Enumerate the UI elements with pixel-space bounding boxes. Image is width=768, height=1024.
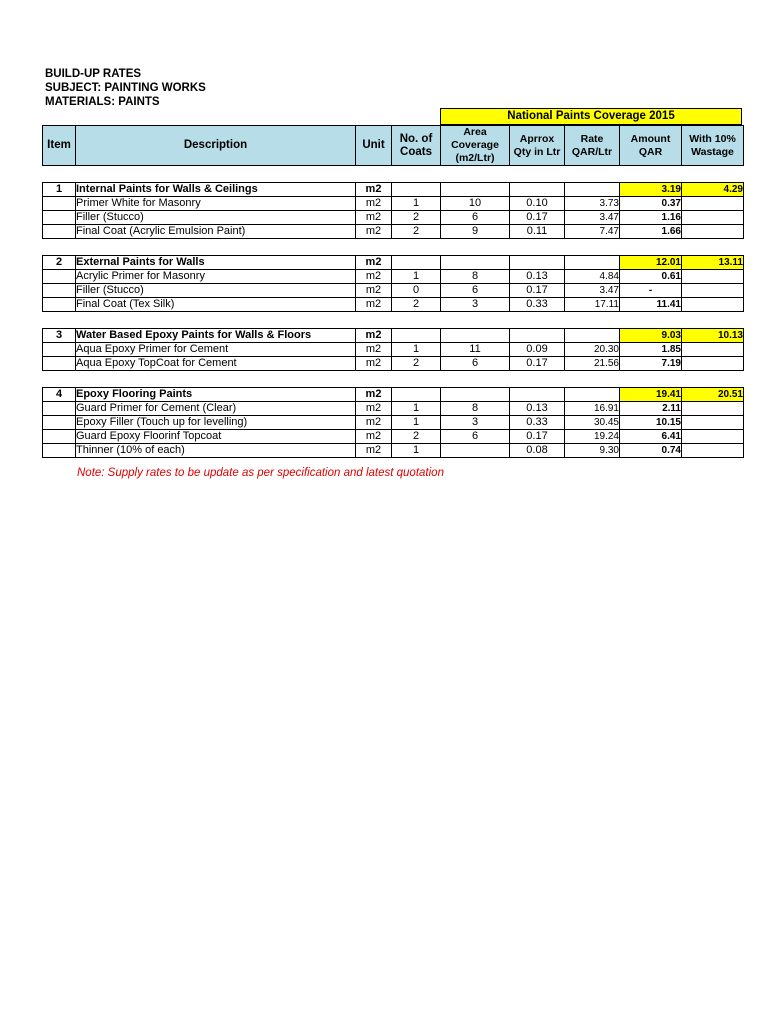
- empty-cell: [43, 343, 76, 357]
- empty-cell: [565, 256, 620, 270]
- col-coverage-line3: (m2/Ltr): [455, 152, 495, 164]
- coverage-banner: National Paints Coverage 2015: [440, 108, 742, 125]
- row-coverage: 8: [441, 402, 510, 416]
- section-row: [43, 256, 744, 270]
- row-amount: 7.19: [620, 357, 682, 371]
- row-wastage: [682, 343, 744, 357]
- row-amount: 0.61: [620, 270, 682, 284]
- row-rate: 16.91: [565, 402, 620, 416]
- empty-cell: [510, 329, 565, 343]
- table-row: [43, 444, 744, 458]
- row-coverage: 3: [441, 416, 510, 430]
- supply-note: Note: Supply rates to be update as per specification and latest quotation: [77, 467, 444, 479]
- row-coats: 0: [392, 284, 441, 298]
- row-description: Guard Epoxy Floorinf Topcoat: [76, 430, 356, 444]
- row-description: Thinner (10% of each): [76, 444, 356, 458]
- empty-cell: [392, 256, 441, 270]
- col-amount: [620, 126, 682, 166]
- section-unit: m2: [356, 329, 392, 343]
- section-unit: m2: [356, 388, 392, 402]
- empty-cell: [392, 183, 441, 197]
- row-coats: 1: [392, 402, 441, 416]
- row-wastage: [682, 444, 744, 458]
- row-coverage: 11: [441, 343, 510, 357]
- row-description: Filler (Stucco): [76, 284, 356, 298]
- empty-cell: [43, 270, 76, 284]
- row-rate: 20.30: [565, 343, 620, 357]
- empty-cell: [43, 430, 76, 444]
- row-wastage: [682, 402, 744, 416]
- section-wastage: 10.13: [682, 329, 744, 343]
- row-amount: 1.66: [620, 225, 682, 239]
- col-coverage-line1: Area: [463, 126, 487, 138]
- table-row: [43, 416, 744, 430]
- col-rate-line2: QAR/Ltr: [571, 145, 613, 158]
- col-unit: Unit: [356, 126, 392, 166]
- row-unit: m2: [356, 284, 392, 298]
- row-qty: 0.11: [510, 225, 565, 239]
- empty-cell: [565, 388, 620, 402]
- row-description: Aqua Epoxy Primer for Cement: [76, 343, 356, 357]
- empty-cell: [441, 256, 510, 270]
- col-amount-line1: Amount: [630, 132, 671, 145]
- section-title: Internal Paints for Walls & Ceilings: [76, 183, 356, 197]
- col-wastage-line1: With 10%: [689, 132, 736, 145]
- row-coverage: 9: [441, 225, 510, 239]
- empty-cell: [43, 357, 76, 371]
- col-wastage-line2: Wastage: [691, 145, 734, 158]
- col-coats-line1: No. of: [399, 132, 433, 145]
- section-unit: m2: [356, 256, 392, 270]
- row-rate: 3.73: [565, 197, 620, 211]
- item-number: 4: [43, 388, 76, 402]
- row-coverage: 6: [441, 211, 510, 225]
- empty-cell: [441, 329, 510, 343]
- section-amount: 12.01: [620, 256, 682, 270]
- row-wastage: [682, 197, 744, 211]
- spacer-cell: [43, 312, 744, 329]
- col-description: Description: [76, 126, 356, 166]
- empty-cell: [43, 225, 76, 239]
- row-wastage: [682, 270, 744, 284]
- row-qty: 0.17: [510, 284, 565, 298]
- col-coats: [392, 126, 441, 166]
- section-wastage: 13.11: [682, 256, 744, 270]
- row-rate: 3.47: [565, 284, 620, 298]
- row-coverage: [441, 444, 510, 458]
- section-amount: 3.19: [620, 183, 682, 197]
- table-row: [43, 197, 744, 211]
- table-row: [43, 270, 744, 284]
- row-qty: 0.09: [510, 343, 565, 357]
- row-description: Guard Primer for Cement (Clear): [76, 402, 356, 416]
- empty-cell: [43, 284, 76, 298]
- row-wastage: [682, 357, 744, 371]
- col-coverage-line2: Coverage: [451, 139, 499, 151]
- spacer-cell: [43, 239, 744, 256]
- row-amount: 2.11: [620, 402, 682, 416]
- header-row: [43, 126, 744, 166]
- row-rate: 21.56: [565, 357, 620, 371]
- section-title: External Paints for Walls: [76, 256, 356, 270]
- col-qty-line1: Aprrox: [519, 132, 555, 145]
- spacer-row: [43, 239, 744, 256]
- row-amount: 1.16: [620, 211, 682, 225]
- doc-title: BUILD-UP RATES: [45, 68, 142, 80]
- row-unit: m2: [356, 211, 392, 225]
- spacer-cell: [43, 371, 744, 388]
- row-description: Final Coat (Tex Silk): [76, 298, 356, 312]
- row-wastage: [682, 298, 744, 312]
- row-description: Primer White for Masonry: [76, 197, 356, 211]
- empty-cell: [392, 388, 441, 402]
- col-coverage: [441, 126, 510, 166]
- table-row: [43, 298, 744, 312]
- row-qty: 0.17: [510, 430, 565, 444]
- row-coats: 1: [392, 343, 441, 357]
- empty-cell: [43, 298, 76, 312]
- row-rate: 30.45: [565, 416, 620, 430]
- row-qty: 0.13: [510, 402, 565, 416]
- row-rate: 9.30: [565, 444, 620, 458]
- row-qty: 0.33: [510, 416, 565, 430]
- col-wastage: [682, 126, 744, 166]
- row-amount: 0.37: [620, 197, 682, 211]
- col-coats-line2: Coats: [400, 145, 432, 158]
- section-wastage: 4.29: [682, 183, 744, 197]
- row-amount: 11.41: [620, 298, 682, 312]
- section-wastage: 20.51: [682, 388, 744, 402]
- doc-materials: MATERIALS: PAINTS: [45, 96, 160, 108]
- row-description: Epoxy Filler (Touch up for levelling): [76, 416, 356, 430]
- row-amount: -: [620, 284, 682, 298]
- row-coverage: 10: [441, 197, 510, 211]
- item-number: 2: [43, 256, 76, 270]
- empty-cell: [392, 329, 441, 343]
- row-unit: m2: [356, 270, 392, 284]
- empty-cell: [510, 183, 565, 197]
- table-row: [43, 430, 744, 444]
- section-amount: 19.41: [620, 388, 682, 402]
- row-coverage: 6: [441, 430, 510, 444]
- row-wastage: [682, 430, 744, 444]
- row-unit: m2: [356, 343, 392, 357]
- section-row: [43, 183, 744, 197]
- empty-cell: [510, 256, 565, 270]
- col-rate: [565, 126, 620, 166]
- table-row: [43, 211, 744, 225]
- row-coverage: 6: [441, 357, 510, 371]
- empty-cell: [43, 416, 76, 430]
- section-amount: 9.03: [620, 329, 682, 343]
- row-qty: 0.13: [510, 270, 565, 284]
- row-coats: 2: [392, 298, 441, 312]
- table-row: [43, 284, 744, 298]
- table-row: [43, 343, 744, 357]
- row-coverage: 6: [441, 284, 510, 298]
- spacer-row: [43, 312, 744, 329]
- row-coats: 1: [392, 197, 441, 211]
- row-amount: 10.15: [620, 416, 682, 430]
- spacer-cell: [43, 166, 744, 183]
- item-number: 3: [43, 329, 76, 343]
- table-row: [43, 357, 744, 371]
- row-unit: m2: [356, 197, 392, 211]
- col-item: Item: [43, 126, 76, 166]
- section-unit: m2: [356, 183, 392, 197]
- empty-cell: [565, 329, 620, 343]
- row-description: Final Coat (Acrylic Emulsion Paint): [76, 225, 356, 239]
- section-row: [43, 329, 744, 343]
- row-amount: 0.74: [620, 444, 682, 458]
- row-wastage: [682, 225, 744, 239]
- row-description: Aqua Epoxy TopCoat for Cement: [76, 357, 356, 371]
- table-row: [43, 225, 744, 239]
- row-coats: 2: [392, 211, 441, 225]
- empty-cell: [441, 388, 510, 402]
- empty-cell: [510, 388, 565, 402]
- row-rate: 7.47: [565, 225, 620, 239]
- col-rate-line1: Rate: [580, 132, 604, 145]
- row-coverage: 8: [441, 270, 510, 284]
- row-unit: m2: [356, 225, 392, 239]
- col-qty: [510, 126, 565, 166]
- spacer-row: [43, 166, 744, 183]
- spacer-row: [43, 371, 744, 388]
- row-amount: 6.41: [620, 430, 682, 444]
- row-unit: m2: [356, 298, 392, 312]
- row-unit: m2: [356, 402, 392, 416]
- row-rate: 19.24: [565, 430, 620, 444]
- row-qty: 0.17: [510, 357, 565, 371]
- row-coats: 2: [392, 357, 441, 371]
- row-amount: 1.85: [620, 343, 682, 357]
- row-rate: 17.11: [565, 298, 620, 312]
- row-coverage: 3: [441, 298, 510, 312]
- row-coats: 2: [392, 430, 441, 444]
- row-unit: m2: [356, 444, 392, 458]
- row-unit: m2: [356, 357, 392, 371]
- row-unit: m2: [356, 430, 392, 444]
- row-coats: 1: [392, 416, 441, 430]
- row-coats: 2: [392, 225, 441, 239]
- empty-cell: [441, 183, 510, 197]
- row-qty: 0.17: [510, 211, 565, 225]
- row-coats: 1: [392, 270, 441, 284]
- empty-cell: [565, 183, 620, 197]
- row-description: Filler (Stucco): [76, 211, 356, 225]
- empty-cell: [43, 402, 76, 416]
- col-amount-line2: QAR: [638, 145, 663, 158]
- row-qty: 0.08: [510, 444, 565, 458]
- row-wastage: [682, 416, 744, 430]
- row-qty: 0.10: [510, 197, 565, 211]
- section-row: [43, 388, 744, 402]
- col-qty-line2: Qty in Ltr: [513, 145, 561, 158]
- row-wastage: [682, 211, 744, 225]
- row-rate: 4.84: [565, 270, 620, 284]
- doc-subject: SUBJECT: PAINTING WORKS: [45, 82, 206, 94]
- section-title: Water Based Epoxy Paints for Walls & Floors: [76, 329, 356, 343]
- empty-cell: [43, 197, 76, 211]
- row-wastage: [682, 284, 744, 298]
- empty-cell: [43, 211, 76, 225]
- rates-table: [42, 125, 744, 458]
- row-description: Acrylic Primer for Masonry: [76, 270, 356, 284]
- row-coats: 1: [392, 444, 441, 458]
- empty-cell: [43, 444, 76, 458]
- table-row: [43, 402, 744, 416]
- row-qty: 0.33: [510, 298, 565, 312]
- row-rate: 3.47: [565, 211, 620, 225]
- item-number: 1: [43, 183, 76, 197]
- row-unit: m2: [356, 416, 392, 430]
- section-title: Epoxy Flooring Paints: [76, 388, 356, 402]
